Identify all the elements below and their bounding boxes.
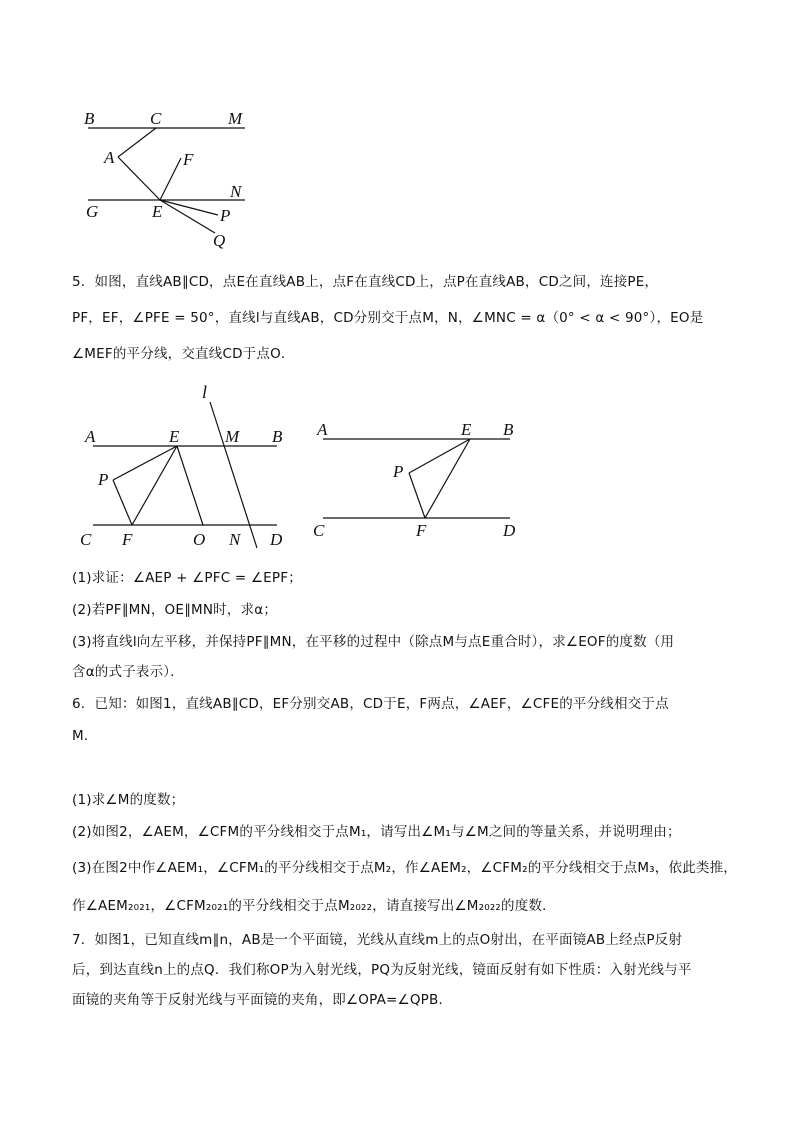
- label-b: B: [503, 420, 514, 439]
- problem6-question2: (2)如图2，∠AEM，∠CFM的平分线相交于点M₁，请写出∠M₁与∠M之间的等量关系，并说明理由；: [72, 824, 681, 840]
- segment-ef: [425, 439, 470, 518]
- label-b: B: [272, 427, 283, 446]
- label-l: l: [202, 382, 208, 402]
- problem7-line3: 面镜的夹角等于反射光线与平面镜的夹角，即∠OPA=∠QPB．: [72, 992, 453, 1008]
- label-q: Q: [213, 231, 226, 250]
- label-f: F: [183, 150, 194, 169]
- label-m: M: [228, 109, 243, 128]
- label-e: E: [152, 202, 163, 221]
- label-o: O: [193, 530, 206, 549]
- figure-parallel-lines-top: [70, 100, 270, 260]
- line-l: [210, 402, 257, 548]
- problem7-line2: 后，到达直线n上的点Q．我们称OP为入射光线，PQ为反射光线，镜面反射有如下性质：入射光线与平: [72, 962, 692, 978]
- problem7-line1: 7．如图1，已知直线m∥n，AB是一个平面镜，光线从直线m上的点O射出，在平面镜AB上经点P反射: [72, 932, 683, 948]
- segment-pf: [113, 480, 132, 525]
- label-b: B: [84, 109, 95, 128]
- label-p: P: [98, 470, 109, 489]
- label-m: M: [225, 427, 240, 446]
- label-n: N: [230, 182, 242, 201]
- segment-ae: [118, 157, 160, 200]
- label-e: E: [461, 420, 472, 439]
- label-p: P: [220, 206, 231, 225]
- segment-pf: [409, 473, 425, 518]
- segment-ef: [160, 158, 181, 200]
- problem5-line1: 5．如图，直线AB∥CD，点E在直线AB上，点F在直线CD上，点P在直线AB，CD之间，连接PE，: [72, 274, 659, 290]
- segment-eo: [177, 446, 203, 525]
- label-f: F: [416, 521, 427, 540]
- problem5-question2: (2)若PF∥MN，OE∥MN时，求α；: [72, 602, 278, 618]
- problem5-figure-left: [75, 380, 300, 555]
- problem5-question3-line1: (3)将直线l向左平移，并保持PF∥MN，在平移的过程中（除点M与点E重合时），求∠EOF的度数（用: [72, 634, 675, 650]
- problem5-figure-right: [305, 410, 535, 550]
- label-n: N: [229, 530, 241, 549]
- segment-ep: [160, 200, 218, 215]
- label-c: C: [313, 521, 325, 540]
- problem6-question3-line2: 作∠AEM₂₀₂₁，∠CFM₂₀₂₁的平分线相交于点M₂₀₂₂，请直接写出∠M₂₀₂₂的度数．: [72, 898, 556, 914]
- problem6-line1: 6．已知：如图1，直线AB∥CD，EF分别交AB，CD于E，F两点，∠AEF，∠CFE的平分线相交于点: [72, 696, 669, 712]
- label-p: P: [393, 462, 404, 481]
- label-a: A: [317, 420, 328, 439]
- label-d: D: [270, 530, 283, 549]
- problem5-line2: PF，EF，∠PFE = 50°，直线l与直线AB，CD分别交于点M，N，∠MNC = α（0° < α < 90°），EO是: [72, 310, 704, 326]
- label-f: F: [122, 530, 133, 549]
- problem6-question3-line1: (3)在图2中作∠AEM₁，∠CFM₁的平分线相交于点M₂，作∠AEM₂，∠CFM₂的平分线相交于点M₃，依此类推，: [72, 860, 737, 876]
- problem5-question1: (1)求证：∠AEP + ∠PFC = ∠EPF；: [72, 570, 302, 586]
- label-d: D: [503, 521, 516, 540]
- problem6-line2: M．: [72, 728, 98, 744]
- problem6-question1: (1)求∠M的度数；: [72, 792, 185, 808]
- segment-ca: [118, 128, 156, 157]
- label-c: C: [150, 109, 162, 128]
- problem5-line3: ∠MEF的平分线，交直线CD于点O．: [72, 346, 295, 362]
- label-g: G: [86, 202, 99, 221]
- label-e: E: [169, 427, 180, 446]
- segment-eq: [160, 200, 215, 233]
- problem5-question3-line2: 含α的式子表示）．: [72, 664, 184, 680]
- label-a: A: [85, 427, 96, 446]
- label-a: A: [104, 148, 115, 167]
- label-c: C: [80, 530, 92, 549]
